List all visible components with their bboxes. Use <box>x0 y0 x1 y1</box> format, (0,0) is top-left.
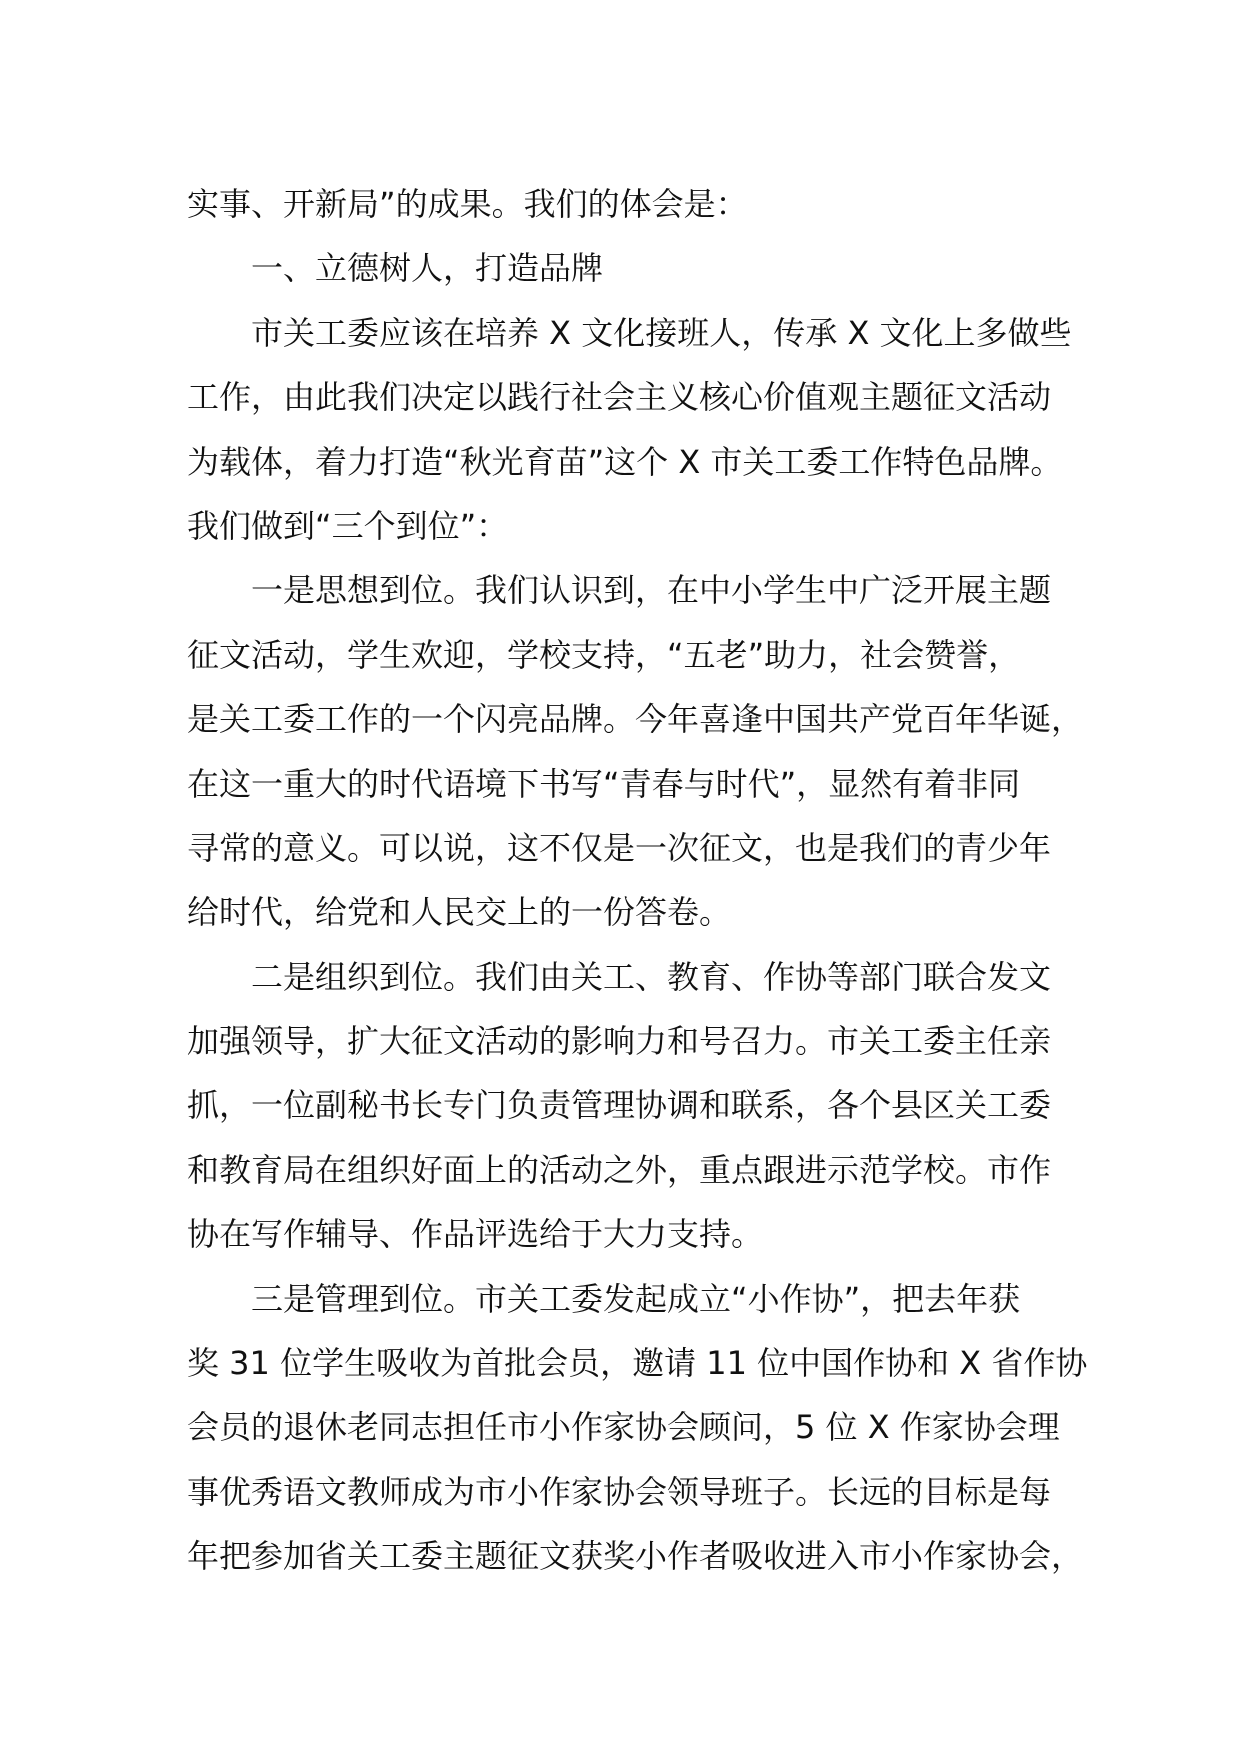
text-line: 一是思想到位。我们认识到，在中小学生中广泛开展主题 <box>251 571 1052 610</box>
text-line: 年把参加省关工委主题征文获奖小作者吸收进入市小作家协会， <box>187 1537 1084 1576</box>
text-line: 是关工委工作的一个闪亮品牌。今年喜逢中国共产党百年华诞， <box>187 700 1084 739</box>
section-heading: 一、立德树人，打造品牌 <box>251 249 604 288</box>
text-line: 实事、开新局”的成果。我们的体会是： <box>187 185 748 223</box>
text-line: 市关工委应该在培养 X 文化接班人，传承 X 文化上多做些 <box>251 313 1072 352</box>
text-line: 给时代，给党和人民交上的一份答卷。 <box>187 893 732 932</box>
document-body <box>187 172 1087 1589</box>
text-line: 二是组织到位。我们由关工、教育、作协等部门联合发文 <box>251 957 1052 996</box>
text-line: 三是管理到位。市关工委发起成立“小作协”，把去年获 <box>251 1279 1021 1318</box>
text-line: 奖 31 位学生吸收为首批会员，邀请 11 位中国作协和 X 省作协 <box>187 1344 1088 1383</box>
text-line: 在这一重大的时代语境下书写“青春与时代”，显然有着非同 <box>187 764 1021 803</box>
text-line: 寻常的意义。可以说，这不仅是一次征文，也是我们的青少年 <box>187 828 1052 867</box>
text-line: 工作，由此我们决定以践行社会主义核心价值观主题征文活动 <box>187 378 1052 417</box>
text-line: 会员的退休老同志担任市小作家协会顾问，5 位 X 作家协会理 <box>187 1408 1060 1447</box>
text-line: 我们做到“三个到位”： <box>187 506 509 545</box>
text-line: 和教育局在组织好面上的活动之外，重点跟进示范学校。市作 <box>187 1150 1052 1189</box>
text-line: 协在写作辅导、作品评选给于大力支持。 <box>187 1215 764 1254</box>
text-line: 征文活动，学生欢迎，学校支持，“五老”助力，社会赞誉， <box>187 635 1021 674</box>
text-line: 抓，一位副秘书长专门负责管理协调和联系，各个县区关工委 <box>187 1086 1052 1125</box>
text-line: 事优秀语文教师成为市小作家协会领导班子。长远的目标是每 <box>187 1472 1052 1511</box>
text-line: 为载体，着力打造“秋光育苗”这个 X 市关工委工作特色品牌。 <box>187 442 1063 481</box>
text-line: 加强领导，扩大征文活动的影响力和号召力。市关工委主任亲 <box>187 1022 1052 1061</box>
